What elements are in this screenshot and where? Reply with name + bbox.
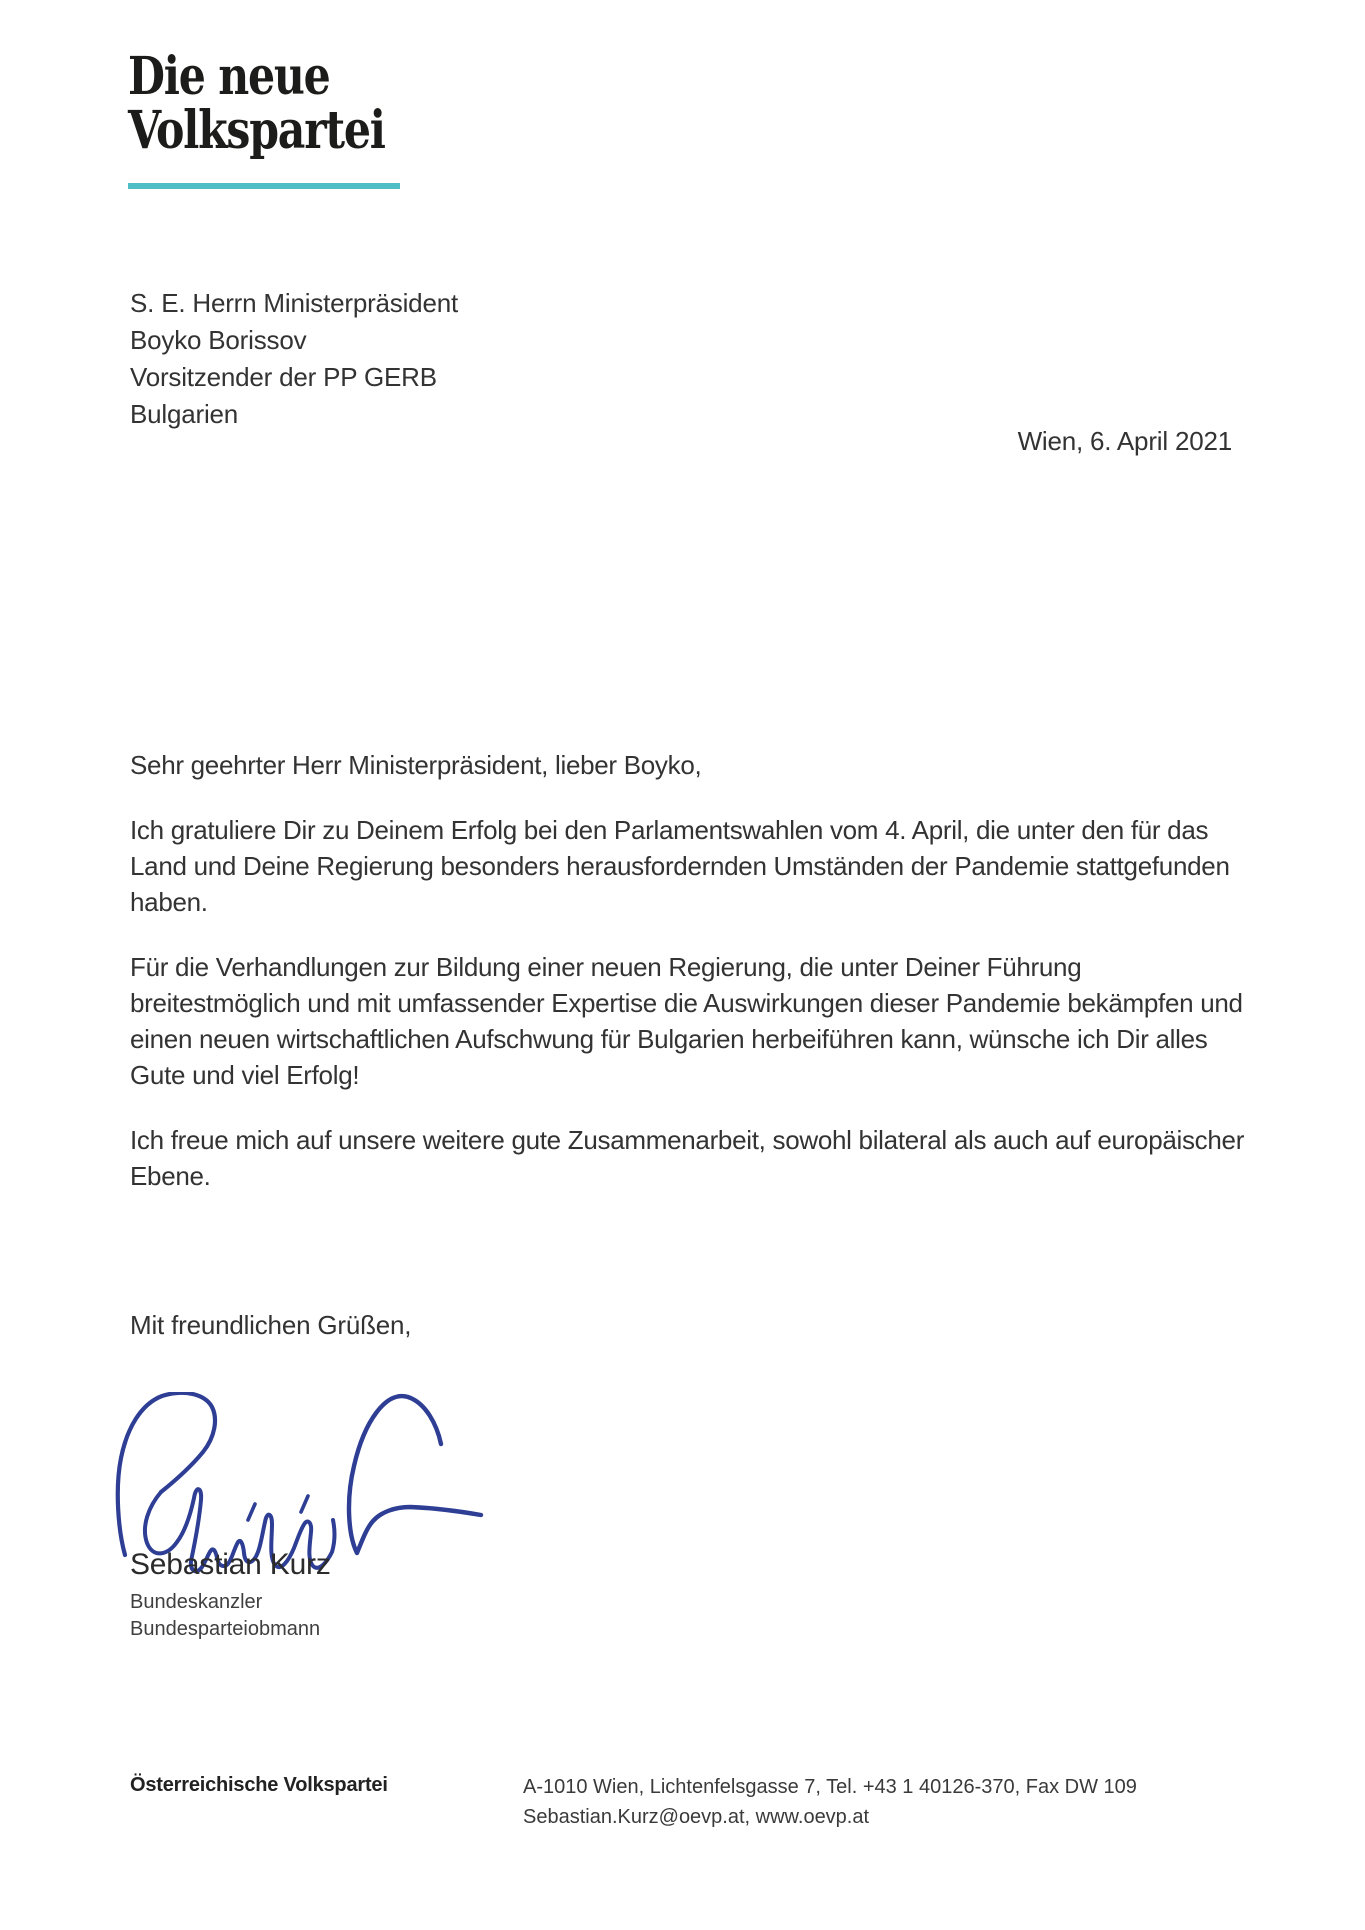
recipient-address-block [130,285,458,433]
signatory-title: Bundeskanzler [130,1591,263,1613]
logo-line-1: Die neue [128,46,330,107]
signatory-titles [130,1589,320,1643]
signature-stroke [349,1396,481,1553]
signature-accent [301,1496,308,1512]
recipient-line: Vorsitzender der PP GERB [130,362,437,392]
paragraph-3: Ich freue mich auf unsere weitere gute Zusammenarbeit, sowohl bilateral als auch auf europäischer Ebene. [130,1125,1245,1191]
party-logo [128,46,441,161]
recipient-line: Bulgarien [130,399,239,429]
salutation: Sehr geehrter Herr Ministerpräsident, lieber Boyko, [130,750,702,780]
logo-line-2: Volkspartei [128,100,385,161]
logo-underline [128,183,400,189]
signature-stroke [118,1393,215,1555]
paragraph-1: Ich gratuliere Dir zu Deinem Erfolg bei den Parlamentswahlen vom 4. April, die unter den für das Land und Deine Regierung besonders herausfordernden Umständen der Pandemie stattgefunden haben. [130,815,1230,917]
footer-contact-line: Sebastian.Kurz@oevp.at, www.oevp.at [523,1806,870,1828]
place-date-line: Wien, 6. April 2021 [1017,426,1232,456]
footer-contact-block [523,1772,1137,1832]
recipient-line: S. E. Herrn Ministerpräsident [130,288,458,318]
closing-line: Mit freundlichen Grüßen, [130,1310,412,1340]
footer-organization: Österreichische Volkspartei [130,1774,388,1796]
signatory-name: Sebastian Kurz [130,1548,331,1581]
signatory-title: Bundesparteiobmann [130,1618,321,1640]
recipient-line: Boyko Borissov [130,325,307,355]
letter-body [130,747,1248,1223]
footer-address-line: A-1010 Wien, Lichtenfelsgasse 7, Tel. +43 1 40126-370, Fax DW 109 [523,1776,1137,1798]
signature-accent [248,1504,255,1520]
paragraph-2: Für die Verhandlungen zur Bildung einer neuen Regierung, die unter Deiner Führung breitestmöglich und mit umfassender Expertise die Auswirkungen dieser Pandemie bekämpfen und einen neuen wirtschaftlichen Aufschwung für Bulgarien herbeiführen kann, wünsche ich Dir alles Gute und viel Erfolg! [130,952,1243,1090]
